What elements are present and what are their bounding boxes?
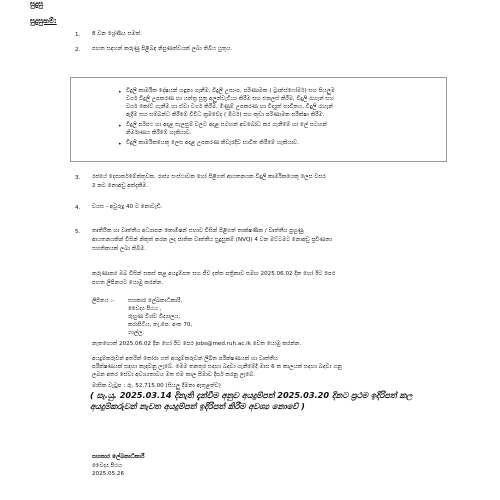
salary-text: මාසික වැටුප : රු. 52,715.00 (සියලු දීමනා ඇතුළත්ව) [92,383,221,389]
address-line: ගාල්ල. [128,330,145,336]
signature-title: සහකාර ලේඛකාධිකාරී [92,454,145,460]
address-line: සහකාර ලේඛකාධිකාරී, [128,298,183,304]
signature-date: 2025.05.26 [92,471,125,477]
selection-text: ලබන අතර සේවා අවශ්‍යතාවය මත එම කාල සීමාව දීර්ඝ කරනු ලැබේ. [92,372,256,378]
item-text: පහත සඳහන් කරුණු පිළිබඳ නිපුණත්වයක් ලබා තිබිය යුතුය. [92,46,233,52]
item-number: 4. [75,205,81,211]
address-line: කරාපිටිය, තැ.පෙ. අංක 70, [128,322,193,328]
submission-text: කරුණාකර ඔබ විසින් සකස් කළ අයදුම්පත සහ ජීව දත්ත පත්‍රිකාව සමඟ 2025.06.02 දින හෝ ඊට පෙර [92,271,336,277]
bullet-point: • [118,89,122,96]
email-text: නැතහොත් 2025.06.02 දින හෝ ඊට පෙර jobs@med.ruh.ac.lk වෙත යොමු කරන්න. [92,341,302,347]
important-notice: ( සැ.යු. 2025.03.14 දිනැති දැන්වීම අනුව අයදුම්පත් 2025.03.20 දිනට ප්‍රථම ඉදිරිපත් කල අයදුම්කරුවන් නැවත අයදුම්පත් ඉදිරිපත් කිරීම අවශ්‍ය නොවේ ) [90,390,413,411]
address-line: රුහුණ විශ්ව විද්‍යාලය, [128,314,181,320]
bullet-line: වයර් කෝට් ගැනීම හා ඒවා වර්ග කිරීම, මිණුම් උපකරණ හා විද්‍යුත් භාවිතය, විදුලි රැහැන් [126,104,333,110]
bullet-point: • [118,123,122,130]
qualifications-heading: සුදුසුකම්: [30,17,57,25]
item-text: වයස - අවුරුදු 40 ට නොවැඩි. [92,204,163,210]
item-number: 2. [75,47,81,53]
bullet-point: • [118,141,122,148]
item-number: 1. [75,32,81,38]
item-text: රජයේ දෙපාර්තමේන්තුවක, රාජ්‍ය සංස්ථාවක හෝ පිළිගත් ආයතනයක විදුලි කාර්මිකයෙකු ලෙස වසර [92,174,326,180]
bullet-line: ඇදීම සහ සම්බන්ධ කිරීමේ විවිධ ක්‍රමවේද ( මීටර්) සහ කුඩා පරිණාමක පරීක්ෂා කිරීම. [126,112,325,118]
bullet-line: විදුලි කාර්මික දෝෂයන් හඳුනා ගැනීම, විදුලි උපාංග, පරිණාමක ( ට්‍රාන්ස්ෆෝමර්) සහ සියලුම [126,88,335,94]
bullet-line: විදුලි කාර්මිකයෙකු ලෙස අදාළ උපකරණ නිවැරදිව භාවිත කිරීමේ හැකියාව. [126,140,299,146]
item-text: 8 වන ශ්‍රේණිය සමත්. [92,31,142,37]
item-text: සහතිකයක් ලබා තිබීම. [92,246,147,252]
item-text: තෘතීයික හා වෘත්තීය අධ්‍යාපන කොමිෂන් සභාව විසින් පිළිගත් තාක්ෂණික / වෘත්තීය පුහුණු [92,228,304,234]
selection-text: අයදුම්කරුවන් අතරින් තෝරා ගත් අයදුම්කරුවන් ලිඛිත පරීක්ෂණයක් හා වෘත්තීය [92,356,278,362]
item-text: ආයතනයකින් විසින් නිකුත් කරන ලද ජාතික වෘත්තීය සුදුසුකම් (NVQ) 4 වන මට්ටමට නොඅඩු ප්‍රවීණතා [92,237,332,243]
item-text: 2 කට නොඅඩු අත්දැකීම. [92,183,149,189]
bullet-line: නිර්මාණය කිරීමේ හැකියාව. [126,130,192,136]
address-label: ලිපිනය :- [92,298,115,304]
bullet-line: විදුලි පරිපථ හා අදාළ සැලසුම් වලට අදාළ සටහන් අවබෝධ කර ගැනීමේ හා ලේ සටහන් [126,122,327,128]
selection-text: පරීක්ෂණයක් සඳහා කැඳවනු ලැබේ. මෙම තනතුර සඳහා බඳවා ගැනීමේදී මාස 6 ක කාලයක් සඳහා බඳවා ගනු [92,364,342,370]
submission-text: පහත ලිපිනයට යොමු කරන්න. [92,280,164,286]
signature-dept: වෛද්‍ය පීඨය [92,463,123,469]
heading: සුදුසු [30,0,44,8]
item-number: 5. [75,229,81,235]
item-number: 3. [75,175,81,181]
address-line: වෛද්‍ය පීඨය , [128,306,162,312]
bullet-line: වර්ග විදුලි උපකරණ හා යන්ත්‍ර සූත්‍ර අලුත්වැඩියා කිරීම සහ එකලස් කිරීම, විදුලි රැහැන් සහ [126,96,334,102]
